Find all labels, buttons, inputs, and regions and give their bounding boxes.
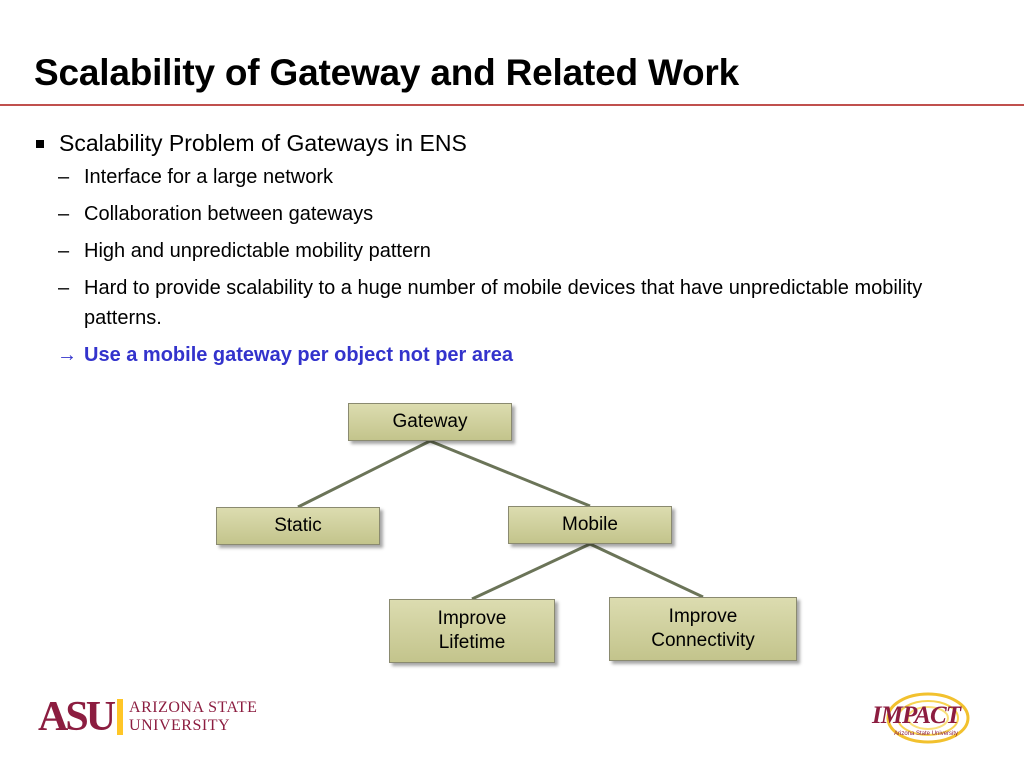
asu-name-line1: ARIZONA STATE (129, 699, 258, 716)
improve-connectivity-node (609, 597, 797, 661)
bullet-item (36, 126, 996, 162)
asu-divider (117, 699, 123, 735)
connector-gateway-static (298, 441, 430, 507)
improve-connectivity-label: Improve Connectivity (651, 606, 755, 651)
sub-bullet-item (36, 199, 996, 236)
square-bullet-icon (36, 140, 44, 148)
sub-bullet-text: Interface for a large network (84, 166, 334, 188)
dash-icon: – (58, 240, 70, 262)
impact-subtitle: Arizona State University (894, 731, 959, 737)
sub-bullet-text: High and unpredictable mobility pattern (84, 240, 431, 262)
title-divider (0, 104, 1024, 106)
sub-bullet-text: Hard to provide scalability to a huge number of mobile devices that have unpredictable mobility patterns. (84, 277, 923, 329)
bullet-list (36, 126, 996, 370)
dash-icon: – (58, 166, 70, 188)
impact-logo (862, 688, 974, 752)
connector-mobile-lifetime (472, 544, 590, 599)
sub-bullet-item (36, 162, 996, 199)
bullet-text: Scalability Problem of Gateways in ENS (59, 130, 467, 156)
impact-wordmark: IMPACT (872, 702, 960, 729)
improve-lifetime-node (389, 599, 555, 663)
improve-lifetime-label: Improve Lifetime (437, 608, 507, 653)
static-node: Static (216, 507, 380, 545)
dash-icon: – (58, 203, 70, 225)
asu-name-line2: UNIVERSITY (129, 717, 231, 734)
sub-bullet-item (36, 236, 996, 273)
conclusion-item (36, 340, 996, 370)
right-arrow-icon: → (57, 344, 77, 366)
mobile-node: Mobile (508, 506, 672, 544)
asu-mark: ASU (38, 694, 114, 740)
dash-icon: – (58, 277, 70, 299)
gateway-node: Gateway (348, 403, 512, 441)
sub-bullet-text: Collaboration between gateways (84, 203, 374, 225)
connector-mobile-connectivity (590, 544, 703, 597)
conclusion-text: Use a mobile gateway per object not per area (84, 344, 514, 366)
asu-wordmark (129, 699, 257, 735)
slide-title: Scalability of Gateway and Related Work (34, 52, 740, 93)
asu-logo (38, 694, 258, 740)
connector-gateway-mobile (430, 441, 590, 506)
sub-bullet-item (36, 273, 996, 340)
